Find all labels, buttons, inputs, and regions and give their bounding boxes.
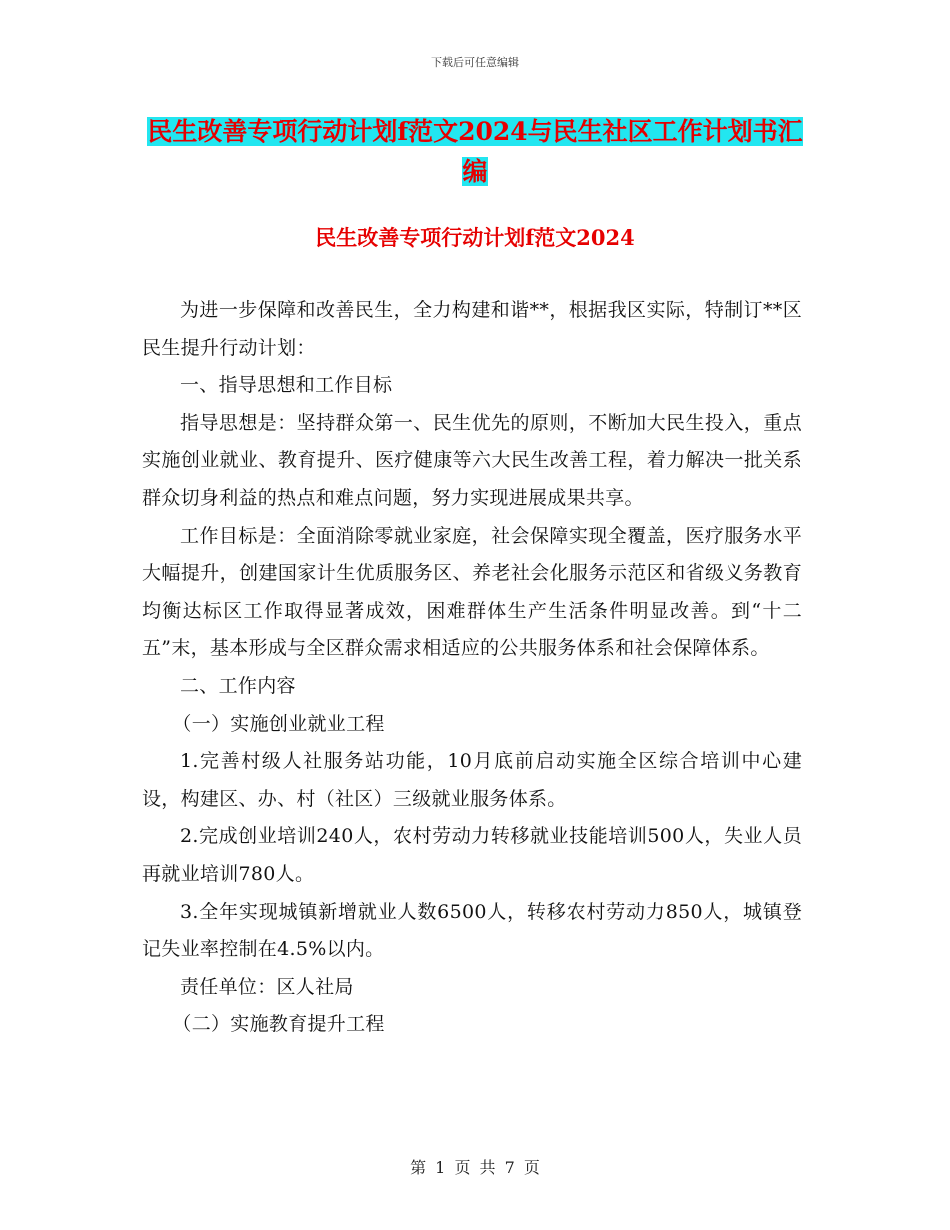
heading-work-content: 二、工作内容: [180, 674, 296, 697]
paragraph-intro: 为进一步保障和改善民生，全力构建和谐**，根据我区实际，特制订**区民生提升行动计划：: [142, 299, 802, 359]
list-item-1: 1.完善村级人社服务站功能，10月底前启动实施全区综合培训中心建设，构建区、办、村（社区）三级就业服务体系。: [142, 750, 802, 810]
document-title: [140, 112, 810, 192]
header-note: 下载后可任意编辑: [431, 56, 519, 69]
paragraph-guiding-thought: 指导思想是：坚持群众第一、民生优先的原则，不断加大民生投入，重点实施创业就业、教育提升、医疗健康等六大民生改善工程，着力解决一批关系群众切身利益的热点和难点问题，努力实现进展成果共享。: [142, 411, 802, 509]
section-title: 民生改善专项行动计划f范文2024: [315, 225, 635, 250]
list-item-3: 3.全年实现城镇新增就业人数6500人，转移农村劳动力850人，城镇登记失业率控制在4.5%以内。: [142, 900, 802, 961]
page-number: 第 1 页 共 7 页: [410, 1158, 540, 1177]
document-title-text: 民生改善专项行动计划f范文2024与民生社区工作计划书汇编: [147, 117, 803, 186]
paragraph-work-goal: 工作目标是：全面消除零就业家庭，社会保障实现全覆盖，医疗服务水平大幅提升，创建国家计生优质服务区、养老社会化服务示范区和省级义务教育均衡达标区工作取得显著成效，困难群体生产生活条件明显改善。到“十二五”末，基本形成与全区群众需求相适应的公共服务体系和社会保障体系。: [142, 524, 802, 660]
list-item-2: 2.完成创业培训240人，农村劳动力转移就业技能培训500人，失业人员再就业培训780人。: [142, 825, 802, 885]
heading-guiding-thought: 一、指导思想和工作目标: [180, 374, 393, 397]
responsible-unit: 责任单位：区人社局: [180, 975, 354, 998]
heading-education-project: （二）实施教育提升工程: [172, 1013, 385, 1036]
document-body: [142, 292, 802, 1044]
heading-employment-project: （一）实施创业就业工程: [172, 712, 385, 735]
